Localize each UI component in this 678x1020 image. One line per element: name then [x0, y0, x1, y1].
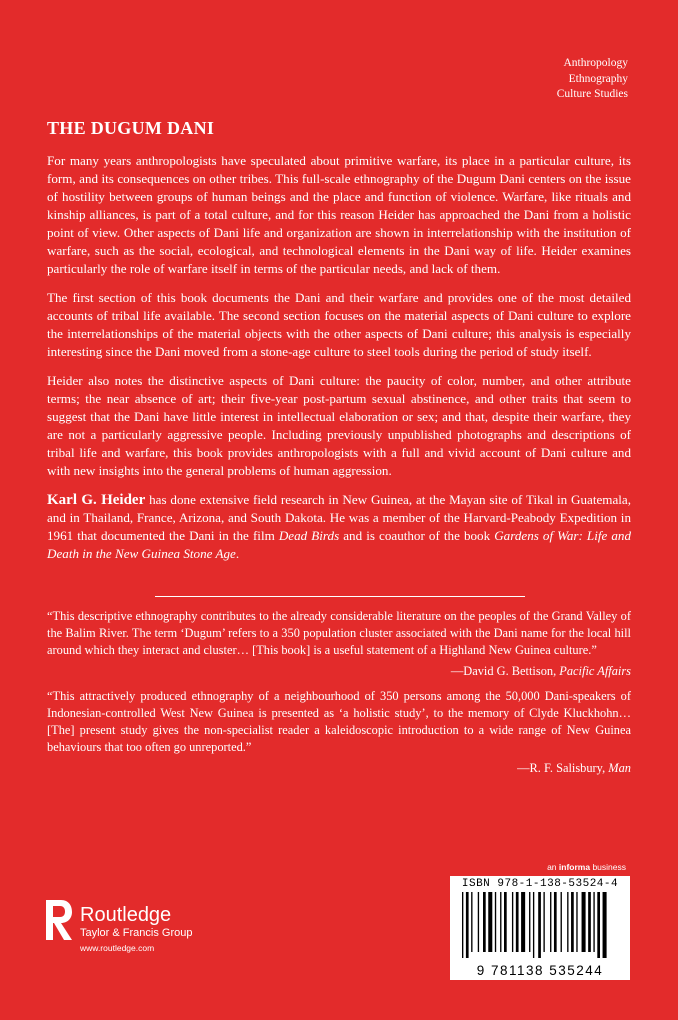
review-author: —David G. Bettison, [450, 664, 560, 678]
reviews [47, 608, 631, 785]
bio-text-2: and is coauthor of the book [339, 528, 495, 543]
bio-book-title: Gardens of War: Life and Death in the New Guinea Stone Age [47, 528, 632, 561]
review-source: Man [608, 761, 631, 775]
book-title: THE DUGUM DANI [47, 118, 215, 138]
blurb-paragraph-2: The first section of this book documents the Dani and their warfare and provides one of the most detailed accounts of tribal life available. The second section focuses on the material aspects of Dani culture to explore the interrelationships of the material objects with the other aspects of Dani culture; this analysis is especially interesting since the Dani moved from a stone-age culture to steel tools during the period of study itself. [47, 290, 631, 359]
barcode-bars [460, 892, 620, 958]
review-2 [47, 688, 631, 777]
subject-categories [557, 56, 628, 103]
review-source: Pacific Affairs [559, 664, 631, 678]
author-name: Karl G. Heider [47, 492, 146, 508]
review-quote: “This attractively produced ethnography of a neighbourhood of 350 persons among the 50,000 Dani-speakers of Indonesian-controlled West New Guinea is presented as ‘a holistic study’, to the memory of Clyde Kluckhohn… [The] present study gives the non-specialist reader a kaleidoscopic introduction to a wide range of New Guinea behaviours that too often go unreported.” [47, 689, 631, 754]
routledge-logo-icon [44, 898, 74, 942]
blurb-paragraph-1: For many years anthropologists have speculated about primitive warfare, its place in a particular culture, its form, and its consequences on other tribes. This full-scale ethnography of the Dugum Dani centers on the issue of hostility between groups of human beings and the place and function of violence. Warfare, like rituals and kinship alliances, is part of a total culture, and for this reason Heider has approached the Dani from a holistic point of view. Other aspects of Dani life and organization are shown in interrelationship with the institution of warfare, such as the social, ecological, and technological elements in the Dani way of life. Heider examines particularly the role of warfare itself in terms of the particular needs, and lack of them. [47, 153, 631, 276]
review-author: —R. F. Salisbury, [517, 761, 609, 775]
publisher-logo-text [80, 904, 192, 954]
isbn-barcode [450, 876, 630, 980]
review-attribution [47, 760, 631, 777]
informa-business-note: an informa business [547, 862, 626, 872]
isbn-label: ISBN 978-1-138-53524-4 [461, 878, 619, 890]
bio-text-1: has done extensive field research in New Guinea, at the Mayan site of Tikal in Guatemala, and in Thailand, France, Arizona, and South Dakota. He was a member of the Harvard-Peabody Expedition in 1961 that documented the Dani in the film [47, 492, 632, 543]
bio-film-title: Dead Birds [278, 528, 340, 543]
category-culture-studies: Culture Studies [556, 88, 628, 100]
barcode-digits: 9 781138 535244 [476, 963, 604, 978]
category-anthropology: Anthropology [563, 57, 628, 69]
publisher-group: Taylor & Francis Group [80, 927, 193, 939]
review-quote: “This descriptive ethnography contributes to the already considerable literature on the peoples of the Grand Valley of the Balim River. The term ‘Dugum’ refers to a 350 population cluster associated with the Dani name for the local hill around which they interact and cluster… [This book] is a useful statement of a Highland New Guinea culture.” [47, 609, 631, 657]
review-attribution [47, 663, 631, 680]
publisher-url: www.routledge.com [80, 943, 155, 953]
category-ethnography: Ethnography [568, 72, 628, 85]
blurb-paragraph-3: Heider also notes the distinctive aspects of Dani culture: the paucity of color, number, and other attribute terms; the near absence of art; their five-year post-partum sexual abstinence, and other traits that seem to suggest that the Dani have little interest in intellectual elaboration or sex; and that, despite their warfare, they are not a particularly aggressive people. Including previously unpublished photographs and descriptions of tribal life and warfare, this book provides anthropologists with a full and vivid account of Dani culture and with new insights into the general problems of human aggression. [47, 373, 631, 478]
author-bio [47, 491, 631, 563]
publisher-name: Routledge [80, 904, 172, 926]
review-1 [47, 608, 631, 680]
divider [155, 596, 525, 597]
blurb [47, 152, 631, 574]
informa-brand: informa [558, 862, 591, 872]
bio-text-3: . [235, 546, 240, 561]
